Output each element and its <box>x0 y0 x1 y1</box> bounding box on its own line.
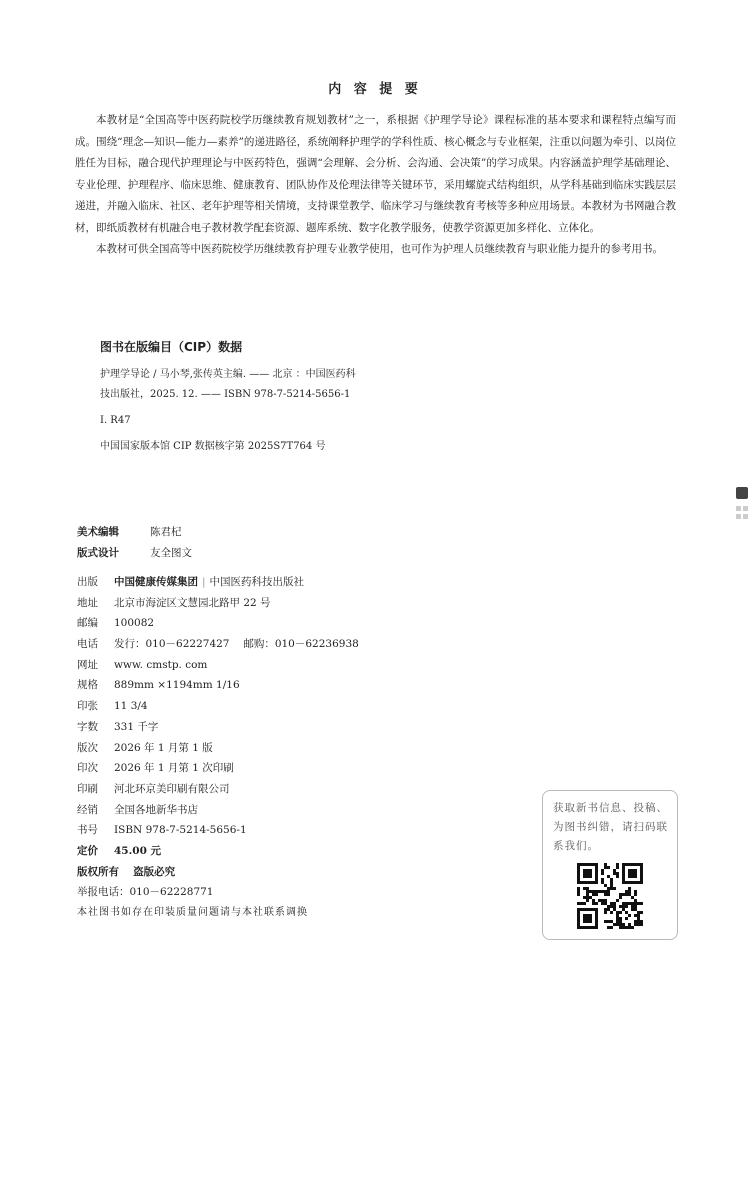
credit-row <box>77 543 192 564</box>
cip-line-3: Ⅰ. R47 <box>100 415 131 426</box>
publication-row-label: 经销 <box>77 803 98 816</box>
summary-title: 内 容 提 要 <box>328 82 422 97</box>
summary-body <box>75 110 676 261</box>
publication-row <box>77 779 359 800</box>
publication-row-value: 331 千字 <box>114 720 159 733</box>
qr-panel <box>542 790 678 940</box>
credits <box>77 522 192 564</box>
publication-row <box>77 696 359 717</box>
publication-row-label: 规格 <box>77 679 98 692</box>
publication-row-value: 北京市海淀区文慧园北路甲 22 号 <box>114 596 271 609</box>
publication-row-value: www. cmstp. com <box>114 658 208 671</box>
cip-line-2: 技出版社，2025. 12. —— ISBN 978-7-5214-5656-1 <box>100 389 351 400</box>
publication-row <box>77 655 359 676</box>
publication-row-value: 100082 <box>114 617 155 630</box>
grid-icon[interactable] <box>736 506 748 520</box>
credit-value: 陈君杞 <box>150 526 182 538</box>
cip-block <box>100 365 660 457</box>
publication-row-value: 2026 年 1 月第 1 次印刷 <box>114 762 234 775</box>
credit-label: 美术编辑 <box>77 526 119 538</box>
cip-line-4: 中国国家版本馆 CIP 数据核字第 2025S7T764 号 <box>100 441 326 452</box>
summary-paragraph-2: 本教材可供全国高等中医药院校学历继续教育护理专业教学使用，也可作为护理人员继续教育与职业能力提升的参考用书。 <box>96 243 663 255</box>
publication-row-label: 印刷 <box>77 782 98 795</box>
publication-row-value: 11 3/4 <box>114 700 148 713</box>
publication-row <box>77 675 359 696</box>
publication-row <box>77 820 359 841</box>
publication-row <box>77 613 359 634</box>
credit-label: 版式设计 <box>77 547 119 559</box>
publication-row <box>77 758 359 779</box>
publisher-group: 中国健康传媒集团 <box>114 576 198 588</box>
publication-row-value: 发行：010－62227427 邮购：010－62236938 <box>114 638 359 651</box>
publication-row <box>77 634 359 655</box>
price-label: 定价 <box>77 844 98 857</box>
publication-row-value: 河北环京美印刷有限公司 <box>114 782 230 795</box>
qr-code-icon[interactable] <box>577 863 643 929</box>
report-phone: 举报电话：010－62228771 <box>77 886 214 899</box>
publisher-name: 中国医药科技出版社 <box>209 576 305 588</box>
credit-value: 友全图文 <box>150 547 192 559</box>
rights-statement: 版权所有 盗版必究 <box>77 865 176 878</box>
quality-notice: 本社图书如存在印装质量问题请与本社联系调换 <box>77 907 308 918</box>
publication-row <box>77 593 359 614</box>
publisher-row <box>77 572 359 593</box>
publication-row-label: 邮编 <box>77 617 98 630</box>
publication-row-label: 书号 <box>77 824 98 837</box>
publisher-separator: | <box>202 576 206 588</box>
publication-row-value: 2026 年 1 月第 1 版 <box>114 741 213 754</box>
publication-row-value: 全国各地新华书店 <box>114 803 198 816</box>
credit-row <box>77 522 192 543</box>
cip-line-1: 护理学导论 / 马小琴,张传英主编. —— 北京 ：中国医药科 <box>100 369 356 380</box>
summary-paragraph-1: 本教材是“全国高等中医药院校学历继续教育规划教材”之一，系根据《护理学导论》课程标准的基本要求和课程特点编写而成。围绕“理念—知识—能力—素养”的递进路径，系统阐释护理学的学科性质、核心概念与专业框架，注重以问题为牵引、以岗位胜任为目标，融合现代护理理论与中医药特色，强调“会理解、会分析、会沟通、会决策”的学习成果。内容涵盖护理学基础理论、专业伦理、护理程序、临床思维、健康教育、团队协作及伦理法律等关键环节，采用螺旋式结构组织，从学科基础到临床实践层层递进，并融入临床、社区、老年护理等相关情境，支持课堂教学、临床学习与继续教育考核等多种应用场景。本教材为书网融合教材，即纸质教材有机融合电子教材教学配套资源、题库系统、数字化教学服务，使教学资源更加多样化、立体化。 <box>75 114 676 234</box>
publication-row <box>77 717 359 738</box>
publication-row-label: 印次 <box>77 762 98 775</box>
publication-row-value: ISBN 978-7-5214-5656-1 <box>114 824 247 837</box>
price-value: 45.00 元 <box>114 844 162 857</box>
publication-row-label: 印张 <box>77 700 98 713</box>
publication-rows <box>77 593 359 841</box>
chat-icon[interactable] <box>736 487 748 499</box>
publication-row-label: 网址 <box>77 658 98 671</box>
qr-panel-text: 获取新书信息、投稿、为图书纠错，请扫码联系我们。 <box>553 802 668 852</box>
publication-row-value: 889mm ×1194mm 1/16 <box>114 679 240 692</box>
price-row <box>77 841 359 862</box>
cip-title: 图书在版编目（CIP）数据 <box>100 340 243 354</box>
publication-row-label: 版次 <box>77 741 98 754</box>
publication-row-label: 电话 <box>77 638 98 651</box>
publication-row <box>77 800 359 821</box>
publication-row-label: 地址 <box>77 596 98 609</box>
publication-row-label: 字数 <box>77 720 98 733</box>
publisher-label: 出版 <box>77 576 98 588</box>
publication-info <box>77 572 359 924</box>
publication-row <box>77 738 359 759</box>
